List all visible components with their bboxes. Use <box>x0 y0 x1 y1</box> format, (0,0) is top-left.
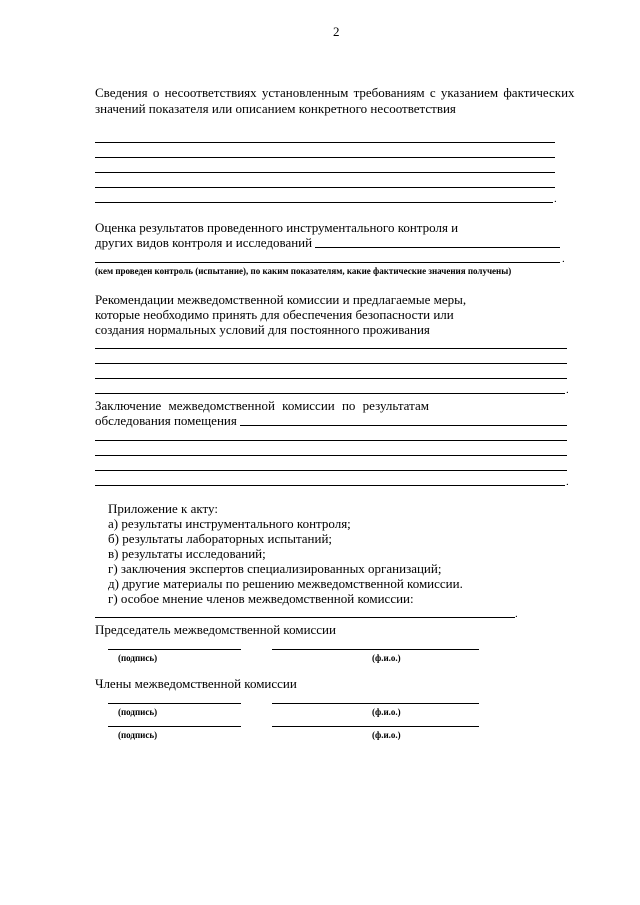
appendix-item: г) особое мнение членов межведомственной комиссии: <box>108 591 414 606</box>
chairman-signature-line[interactable] <box>108 649 241 650</box>
name-caption: (ф.и.о.) <box>372 707 401 717</box>
signature-caption: (подпись) <box>118 653 158 663</box>
sec3-heading-line1: Рекомендации межведомственной комиссии и предлагаемые меры, <box>95 292 467 307</box>
member-name-line[interactable] <box>272 703 479 704</box>
sec1-fill-line[interactable] <box>95 172 555 173</box>
signature-caption: (подпись) <box>118 707 158 717</box>
sec3-heading-line3: создания нормальных условий для постоянного проживания <box>95 322 430 337</box>
sec2-period: . <box>562 253 565 265</box>
sec4-fill-line[interactable] <box>95 455 567 456</box>
chairman-name-line[interactable] <box>272 649 479 650</box>
appendix-title: Приложение к акту: <box>108 501 218 516</box>
sec2-heading-line1: Оценка результатов проведенного инструментального контроля и <box>95 220 459 235</box>
sec4-fill-line[interactable] <box>240 425 567 426</box>
sec4-heading-line1: Заключение межведомственной комиссии по результатам <box>95 398 429 413</box>
sec1-heading-line2: значений показателя или описанием конкретного несоответствия <box>95 101 456 116</box>
sec4-fill-line[interactable] <box>95 470 567 471</box>
members-label: Члены межведомственной комиссии <box>95 676 297 691</box>
sec1-fill-line[interactable] <box>95 202 553 203</box>
sec3-fill-line[interactable] <box>95 393 565 394</box>
sec4-fill-line[interactable] <box>95 440 567 441</box>
member-signature-line[interactable] <box>108 703 241 704</box>
signature-caption: (подпись) <box>118 730 158 740</box>
member-name-line[interactable] <box>272 726 479 727</box>
appendix-item: б) результаты лабораторных испытаний; <box>108 531 333 546</box>
sec4-heading-line2: обследования помещения <box>95 413 237 428</box>
sec1-heading-line1: Сведения о несоответствиях установленным требованиям с указанием фактических <box>95 85 575 100</box>
sec2-heading-line2: других видов контроля и исследований <box>95 235 313 250</box>
sec3-fill-line[interactable] <box>95 348 567 349</box>
sec1-period: . <box>554 193 557 205</box>
chairman-label: Председатель межведомственной комиссии <box>95 622 336 637</box>
sec2-fill-line[interactable] <box>315 247 560 248</box>
appendix-fill-line[interactable] <box>95 617 515 618</box>
member-signature-line[interactable] <box>108 726 241 727</box>
sec4-fill-line[interactable] <box>95 485 565 486</box>
sec2-caption: (кем проведен контроль (испытание), по каким показателям, какие фактические значения получены) <box>95 266 512 276</box>
sec3-heading-line2: которые необходимо принять для обеспечения безопасности или <box>95 307 454 322</box>
sec4-period: . <box>566 476 569 488</box>
appendix-item: а) результаты инструментального контроля; <box>108 516 351 531</box>
sec1-fill-line[interactable] <box>95 142 555 143</box>
sec3-fill-line[interactable] <box>95 378 567 379</box>
appendix-item: г) заключения экспертов специализированных организаций; <box>108 561 442 576</box>
sec1-fill-line[interactable] <box>95 187 555 188</box>
appendix-item: в) результаты исследований; <box>108 546 266 561</box>
sec2-fill-line[interactable] <box>95 262 560 263</box>
name-caption: (ф.и.о.) <box>372 653 401 663</box>
sec3-period: . <box>566 384 569 396</box>
name-caption: (ф.и.о.) <box>372 730 401 740</box>
sec1-fill-line[interactable] <box>95 157 555 158</box>
appendix-period: . <box>515 608 518 620</box>
page-number: 2 <box>333 24 340 39</box>
appendix-item: д) другие материалы по решению межведомственной комиссии. <box>108 576 463 591</box>
sec3-fill-line[interactable] <box>95 363 567 364</box>
